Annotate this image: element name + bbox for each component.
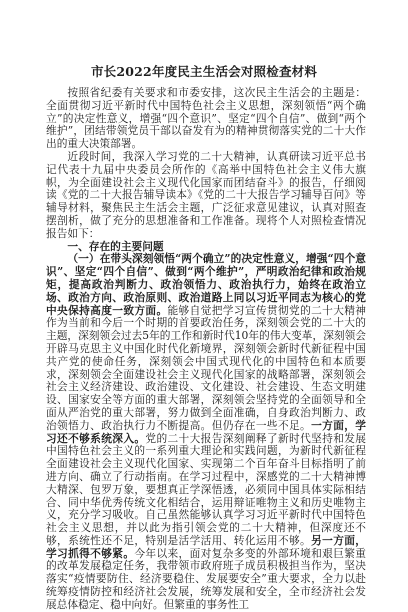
section-paragraph xyxy=(46,253,366,611)
preparation-paragraph: 近段时间，我深入学习党的二十大精神，认真研读习近平总书记代表十九届中央委员会所作的《高举中国特色社会主义伟大旗帜，为全面建设社会主义现代化国家而团结奋斗》的报告，仔细阅读《党的二十大报告辅导读本》《党的二十大报告学习辅导百问》等辅导材料，聚焦民主生活会主题，广泛征求意见建议，认真对照查摆剖析，做了充分的思想准备和工作准备。现将个人对照检查情况报告如下： xyxy=(46,149,366,240)
issue-text-first: 党的二十大报告深刻阐释了新时代坚持和发展中国特色社会主义的一系列重大理论和实践问题，为新时代新征程全面建设社会主义现代化国家、实现第二个百年奋斗目标指明了前进方向、确立了行动指南。在学习过程中，深感党的二十大精神博大精深、包罗万象，要想真正学深悟透，必须同中国具体实际相结合、同中华优秀传统文化相结合，运用辩证唯物主义和历史唯物主义，充分学习吸收。自己虽然能够认真学习习近平新时代中国特色社会主义思想，并以此为指引领会党的二十大精神，但深度还不够，系统性还不足，特别是活学活用、转化运用不够。 xyxy=(46,431,366,547)
issue-heading-first: 一方面，学习还不够系统深入。 xyxy=(46,418,366,445)
intro-paragraph: 按照省纪委有关要求和市委安排，这次民主生活会的主题是：全面贯彻习近平新时代中国特色社会主义思想，深刻领悟“两个确立”的决定性意义，增强“四个意识”、坚定“四个自信”、做到“两个维护”，团结带领党员干部以奋发有为的精神贯彻落实党的二十大作出的重大决策部署。 xyxy=(46,86,366,151)
subsection-heading: （一）在带头深刻领悟“两个确立”的决定性意义，增强“四个意识”、坚定“四个自信”、做到“两个维护”，严明政治纪律和政治规矩，提高政治判断力、政治领悟力、政治执行力，始终在政治立场、政治方向、政治原则、政治道路上同以习近平同志为核心的党中央保持高度一致方面。 xyxy=(46,252,366,317)
issue-text-second: 今年以来，面对复杂多变的外部环境和艰巨繁重的改革发展稳定任务，我带领市政府班子成员积极担当作为，坚决落实“疫情要防住、经济要稳住、发展要安全”重大要求，全力以赴统筹疫情防控和经济社会发展，统筹发展和安全，全市经济社会发展总体稳定、稳中向好。但繁重的事务性工 xyxy=(46,546,366,611)
section-heading: 一、存在的主要问题 xyxy=(67,239,164,253)
document-title: 市长2022年度民主生活会对照检查材料 xyxy=(90,64,318,79)
document-body xyxy=(46,86,366,611)
issue-heading-second: 另一方面，学习抓得不够紧。 xyxy=(46,533,366,560)
section-text: 能够自觉把学习宣传贯彻党的二十大精神作为当前和今后一个时期的首要政治任务，深刻领会党的二十大的主题，深刻领会过去5年的工作和新时代10年的伟大变革，深刻领会开辟马克思主义中国化时代化新境界，深刻领会新时代新征程中国共产党的使命任务，深刻领会中国式现代化的中国特色和本质要求，深刻领会全面建设社会主义现代化国家的战略部署，深刻领会社会主义经济建设、政治建设、文化建设、社会建设、生态文明建设、国家安全等方面的重大部署，深刻领会坚持党的全面领导和全面从严治党的重大部署，努力做到全面准确，自身政治判断力、政治领悟力、政治执行力不断提高。但仍存在一些不足。 xyxy=(46,303,366,432)
